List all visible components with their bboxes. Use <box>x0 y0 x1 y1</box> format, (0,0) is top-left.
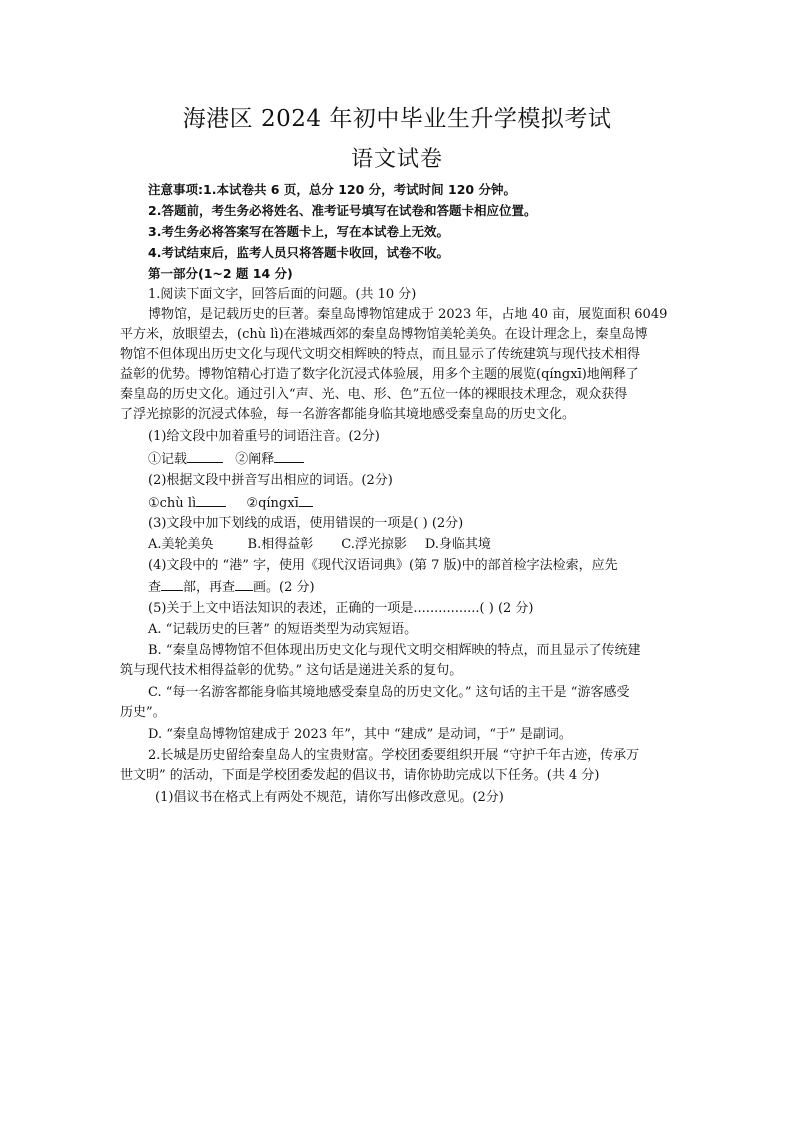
option-b: B.相得益彰 <box>247 537 314 552</box>
q1-sub3: (3)文段中加下划线的成语，使用错误的一项是( ) (2分) <box>148 516 464 531</box>
option-c: C.浮光掠影 <box>341 537 407 552</box>
notice-line-4: 4.考试结束后，监考人员只将答题卡收回，试卷不收。 <box>148 245 449 260</box>
option-a: A.美轮美奂 <box>148 537 214 552</box>
q1-sub5-option-b-cont: 筑与现代技术相得益彰的优势。” 这句话是递进关系的复句。 <box>120 663 463 678</box>
notice-line-3: 3.考生务必将答案写在答题卡上，写在本试卷上无效。 <box>148 224 449 239</box>
notice-line-2: 2.答题前，考生务必将姓名、准考证号填写在试卷和答题卡相应位置。 <box>148 203 537 218</box>
exam-title: 海港区 2024 年初中毕业生升学模拟考试 <box>182 106 612 132</box>
q1-sub2-items <box>148 494 313 513</box>
q1-sub1-items <box>148 450 304 469</box>
q2-stem-cont: 世文明” 的活动，下面是学校团委发起的倡议书，请你协助完成以下任务。(共 4 分) <box>120 768 600 783</box>
q1-sub4-blanks <box>148 578 315 597</box>
q1-sub5-option-c-cont: 历史”。 <box>120 705 166 720</box>
passage-line: 物馆不但体现出历史文化与现代文明交相辉映的特点，而且显示了传统建筑与现代技术相得 <box>120 347 641 362</box>
exam-subject: 语文试卷 <box>350 147 443 172</box>
q2-stem: 2.长城是历史留给秦皇岛人的宝贵财富。学校团委要组织开展 “守护千年古迹，传承万 <box>148 748 640 763</box>
part-heading: 第一部分(1~2 题 14 分) <box>148 266 293 281</box>
item-label: ②阐释 <box>235 452 275 467</box>
passage-line: 益彰的优势。博物馆精心打造了数字化沉浸式体验展，用多个主题的展览(qíngxī)地阐释了 <box>120 367 639 382</box>
q1-sub1: (1)给文段中加着重号的词语注音。(2分) <box>148 429 380 444</box>
passage-line: 秦皇岛的历史文化。通过引入“声、光、电、形、色”五位一体的裸眼技术理念，观众获得 <box>120 387 628 402</box>
answer-blank[interactable] <box>235 578 253 591</box>
q1-stem: 1.阅读下面文字，回答后面的问题。(共 10 分) <box>148 287 417 302</box>
passage-line: 平方米，放眼望去，(chù lì)在港城西郊的秦皇岛博物馆美轮美奂。在设计理念上，秦皇岛博 <box>120 327 648 342</box>
q1-sub5: (5)关于上文中语法知识的表述，正确的一项是................( ) (2 分) <box>148 601 534 616</box>
passage-line: 博物馆，是记载历史的巨著。秦皇岛博物馆建成于 2023 年，占地 40 亩，展览面积 6049 <box>148 307 668 322</box>
answer-blank[interactable] <box>161 578 183 591</box>
option-d: D.身临其境 <box>424 537 491 552</box>
q1-sub5-option-b: B. “秦皇岛博物馆不但体现出历史文化与现代文明交相辉映的特点，而且显示了传统建 <box>148 643 641 658</box>
q1-sub5-option-d: D. “秦皇岛博物馆建成于 2023 年”，其中 “建成” 是动词，“于” 是副词。 <box>148 727 572 742</box>
text-segment: 画。(2 分) <box>253 580 315 595</box>
q2-sub1: (1)倡议书在格式上有两处不规范，请你写出修改意见。(2分) <box>155 790 504 805</box>
q1-sub2: (2)根据文段中拼音写出相应的词语。(2分) <box>148 473 393 488</box>
q1-sub5-option-c: C. “每一名游客都能身临其境地感受秦皇岛的历史文化。” 这句话的主干是 “游客感受 <box>148 685 630 700</box>
q1-sub5-option-a: A. “记载历史的巨著” 的短语类型为动宾短语。 <box>148 622 418 637</box>
item-label: ①chù lì <box>148 496 197 511</box>
text-segment: 部，再查 <box>183 580 236 595</box>
answer-blank[interactable] <box>196 494 226 507</box>
text-segment: 查 <box>148 580 162 595</box>
q1-sub4: (4)文段中的 “港” 字，使用《现代汉语词典》(第 7 版)中的部首检字法检索，应先 <box>148 558 618 573</box>
passage-line: 了浮光掠影的沉浸式体验，每一名游客都能身临其境地感受秦皇岛的历史文化。 <box>120 407 576 422</box>
answer-blank[interactable] <box>187 450 223 463</box>
answer-blank[interactable] <box>299 494 313 507</box>
answer-blank[interactable] <box>274 450 304 463</box>
notice-line-1: 注意事项:1.本试卷共 6 页，总分 120 分，考试时间 120 分钟。 <box>148 182 516 197</box>
item-label: ②qíngxī <box>246 496 299 511</box>
q1-sub3-options <box>148 536 491 554</box>
item-label: ①记载 <box>148 452 188 467</box>
